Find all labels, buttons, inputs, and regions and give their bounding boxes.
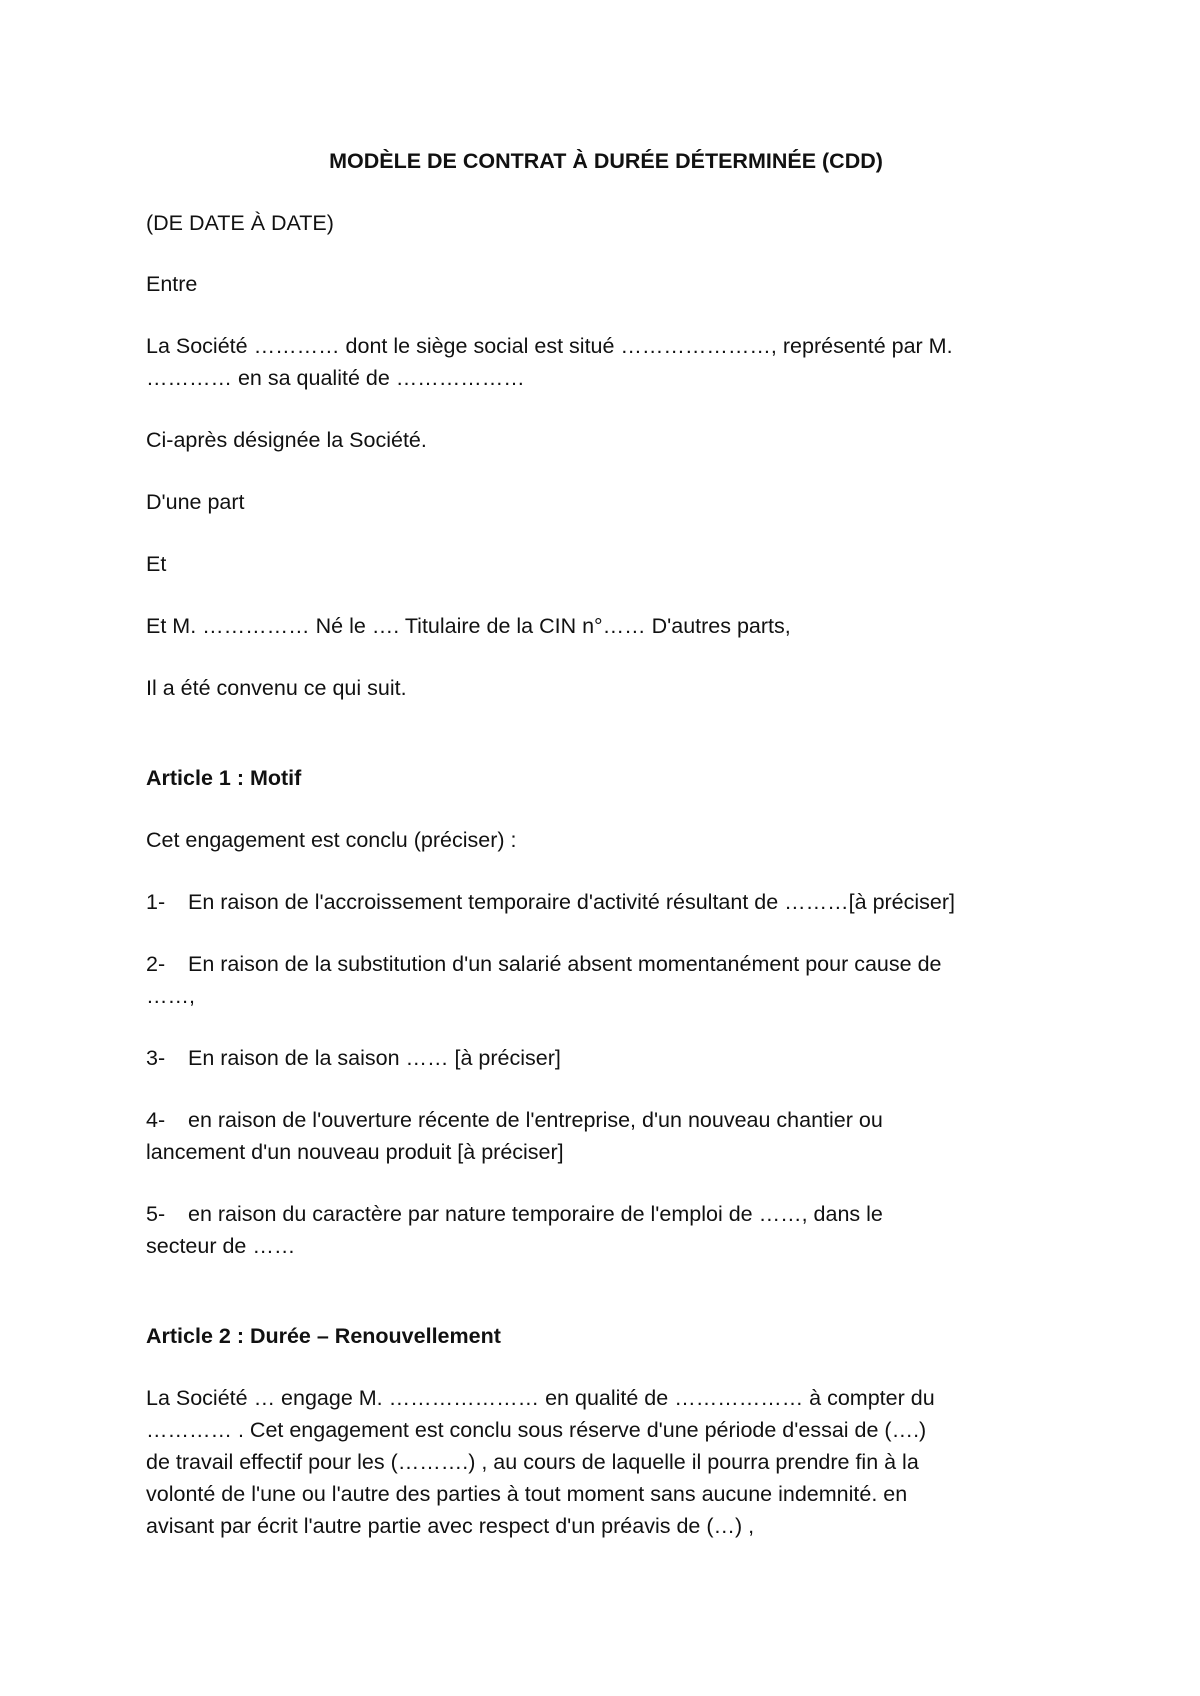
motif-item-number: 5- — [146, 1202, 166, 1226]
motif-item-text: en raison du caractère par nature temporaire de l'emploi de ……, dans le — [188, 1202, 883, 1226]
motif-item — [146, 1104, 1066, 1168]
motif-item-number: 2- — [146, 952, 166, 976]
article-1-intro: Cet engagement est conclu (préciser) : — [146, 828, 517, 852]
et-text: Et — [146, 552, 167, 576]
motif-item-number: 1- — [146, 890, 166, 914]
societe-line-1: La Société ………… dont le siège social est situé …………………, représenté par M. — [146, 334, 953, 358]
societe-line-2: ………… en sa qualité de ……………… — [146, 366, 525, 390]
une-part-text: D'une part — [146, 490, 245, 514]
convenu-text: Il a été convenu ce qui suit. — [146, 676, 407, 700]
motif-item-text: en raison de l'ouverture récente de l'entreprise, d'un nouveau chantier ou — [188, 1108, 883, 1132]
article-2-line: La Société … engage M. ………………… en qualité de ……………… à compter du — [146, 1386, 935, 1410]
motif-item-text-cont: secteur de …… — [146, 1234, 296, 1258]
article-2-paragraph — [146, 1382, 1066, 1542]
employee-line: Et M. …………… Né le …. Titulaire de la CIN n°…… D'autres parts, — [146, 614, 791, 638]
article-1-heading: Article 1 : Motif — [146, 766, 302, 790]
motif-item — [146, 1042, 1066, 1074]
entre-label: Entre — [146, 272, 198, 296]
article-2-line: de travail effectif pour les (……….) , au cours de laquelle il pourra prendre fin à la — [146, 1450, 919, 1474]
motif-item-text: En raison de la substitution d'un salarié absent momentanément pour cause de — [188, 952, 942, 976]
subtitle: (DE DATE À DATE) — [146, 211, 334, 235]
article-2-line: volonté de l'une ou l'autre des parties à tout moment sans aucune indemnité. en — [146, 1482, 908, 1506]
societe-paragraph — [146, 330, 1066, 394]
document-title: MODÈLE DE CONTRAT À DURÉE DÉTERMINÉE (CDD) — [329, 149, 883, 173]
motif-item — [146, 886, 1066, 918]
motif-item — [146, 948, 1066, 1012]
motif-item-number: 4- — [146, 1108, 166, 1132]
article-2-line: ………… . Cet engagement est conclu sous réserve d'une période d'essai de (….) — [146, 1418, 927, 1442]
motif-item-text: En raison de l'accroissement temporaire d'activité résultant de ………[à préciser] — [188, 890, 956, 914]
motif-item-text-cont: lancement d'un nouveau produit [à préciser] — [146, 1140, 564, 1164]
motif-item — [146, 1198, 1066, 1262]
article-2-line: avisant par écrit l'autre partie avec respect d'un préavis de (…) , — [146, 1514, 755, 1538]
motif-item-text: En raison de la saison …… [à préciser] — [188, 1046, 561, 1070]
article-2-heading: Article 2 : Durée – Renouvellement — [146, 1324, 501, 1348]
motif-item-text-cont: ……, — [146, 984, 195, 1008]
designee-text: Ci-après désignée la Société. — [146, 428, 427, 452]
motif-item-number: 3- — [146, 1046, 166, 1070]
